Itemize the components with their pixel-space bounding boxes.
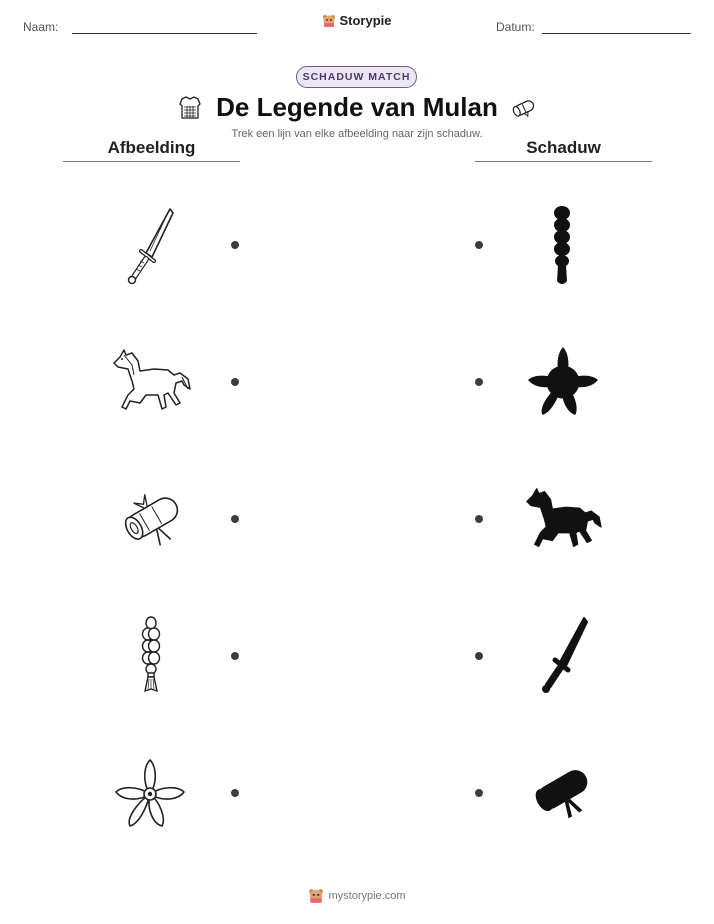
right-match-dot-2[interactable] bbox=[475, 378, 483, 386]
right-match-dot-4[interactable] bbox=[475, 652, 483, 660]
horse-shadow[interactable] bbox=[522, 484, 604, 554]
date-label: Datum: bbox=[496, 20, 535, 34]
bear-icon bbox=[308, 888, 324, 904]
instructions: Trek een lijn van elke afbeelding naar zijn schaduw. bbox=[231, 128, 483, 140]
left-match-dot-3[interactable] bbox=[231, 515, 239, 523]
column-left-heading: Afbeelding bbox=[107, 138, 196, 157]
left-match-dot-2[interactable] bbox=[231, 378, 239, 386]
flower-icon[interactable] bbox=[114, 758, 186, 828]
brand-logo bbox=[0, 13, 714, 31]
scroll-shadow[interactable] bbox=[524, 758, 600, 824]
sword-shadow[interactable] bbox=[532, 614, 594, 694]
right-match-dot-5[interactable] bbox=[475, 789, 483, 797]
braid-shadow[interactable] bbox=[548, 205, 576, 287]
left-match-dot-1[interactable] bbox=[231, 241, 239, 249]
scroll-icon bbox=[509, 95, 539, 121]
left-match-dot-5[interactable] bbox=[231, 789, 239, 797]
column-left-rule bbox=[63, 161, 240, 162]
page-title: De Legende van Mulan bbox=[216, 92, 498, 122]
date-line[interactable] bbox=[542, 33, 691, 34]
flower-shadow[interactable] bbox=[526, 345, 600, 417]
name-label: Naam: bbox=[23, 20, 59, 34]
horse-icon[interactable] bbox=[110, 345, 192, 417]
right-match-dot-3[interactable] bbox=[475, 515, 483, 523]
footer-url[interactable]: mystorypie.com bbox=[328, 890, 406, 902]
footer bbox=[0, 888, 714, 907]
name-line[interactable] bbox=[72, 33, 257, 34]
scroll-icon[interactable] bbox=[114, 486, 190, 552]
column-right-heading: Schaduw bbox=[526, 138, 601, 157]
worksheet-badge: SCHADUW MATCH bbox=[296, 66, 417, 88]
right-match-dot-1[interactable] bbox=[475, 241, 483, 249]
sword-icon[interactable] bbox=[118, 205, 180, 285]
brand-name: Storypie bbox=[339, 13, 392, 28]
braid-icon[interactable] bbox=[138, 615, 164, 695]
column-right-rule bbox=[475, 161, 652, 162]
left-match-dot-4[interactable] bbox=[231, 652, 239, 660]
bear-icon bbox=[322, 14, 336, 28]
